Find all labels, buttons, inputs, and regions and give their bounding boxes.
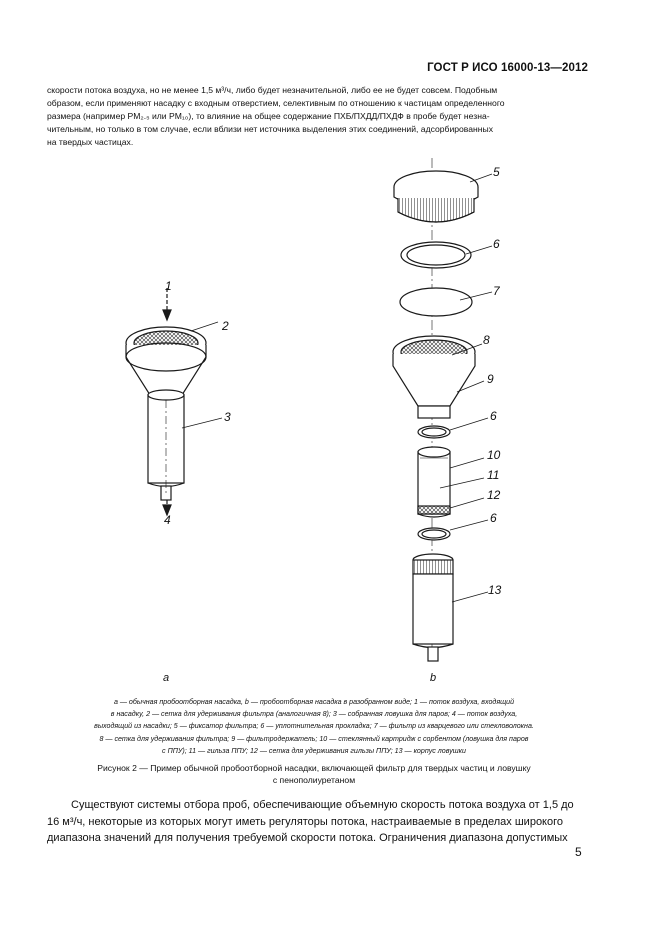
figure-title-line: Рисунок 2 — Пример обычной пробоотборной насадки, включающей фильтр для твердых частиц и ловушку: [97, 763, 531, 773]
label-2: 2: [222, 319, 229, 333]
legend-line: в насадку, 2 — сетка для удерживания фильтра (аналогичная 8); 3 — собранная ловушка для паров; 4 — поток воздуха,: [110, 710, 518, 719]
exploded-sampling-head: [393, 158, 492, 661]
label-12: 12: [487, 488, 501, 502]
body-line: 16 м³/ч, некоторые из которых могут иметь регуляторы потока, настраиваемые в пределах широкого: [47, 815, 564, 828]
panel-a-label: a: [163, 672, 170, 684]
label-9: 9: [487, 372, 494, 386]
label-6-middle: 6: [490, 409, 497, 423]
intro-line: скорости потока воздуха, но не менее 1,5 м³/ч, либо будет незначительной, либо ее не будет совсем. Подобным: [47, 85, 498, 95]
label-5: 5: [493, 165, 500, 179]
page-number: 5: [575, 845, 582, 859]
legend-line: выходящий из насадки; 5 — фиксатор фильтра; 6 — уплотнительная прокладка; 7 — фильтр из кварцевого или стекловолокна.: [94, 722, 534, 731]
label-3: 3: [224, 410, 231, 424]
label-8: 8: [483, 333, 490, 347]
intro-line: чительным, но только в том случае, если вблизи нет источника выделения этих соединений, адсорбированных: [47, 124, 494, 134]
intro-line: размера (например PM₂.₅ или PM₁₀), то влияние на общее содержание ПХБ/ПХДД/ПХДФ в пробе будет незна-: [47, 111, 490, 121]
label-1: 1: [165, 279, 172, 293]
document-code-header: ГОСТ Р ИСО 16000-13—2012: [427, 62, 588, 74]
intro-line: образом, если применяют насадку с входным отверстием, селективным по отношению к частицам определенного: [47, 98, 505, 108]
sampling-head-illustration: [0, 150, 661, 690]
label-10: 10: [487, 448, 501, 462]
legend-line: с ППУ); 11 — гильза ППУ; 12 — сетка для удерживания гильзы ППУ; 13 — корпус ловушки: [162, 746, 466, 755]
intro-paragraph: [47, 84, 588, 149]
legend-line: a — обычная пробоотборная насадка, b — пробоотборная насадка в разобранном виде; 1 — поток воздуха, входящий: [113, 698, 515, 706]
figure-title-line: с пенополиуретаном: [272, 775, 356, 785]
figure-title: [40, 762, 588, 786]
figure-legend: [40, 696, 588, 757]
body-line: диапазона значений для получения требуемой скорости потока. Ограничения диапазона допустимых: [47, 832, 568, 844]
label-7: 7: [493, 284, 500, 298]
body-line: Существуют системы отбора проб, обеспечивающие объемную скорость потока воздуха от 1,5 до: [71, 799, 574, 811]
label-11: 11: [487, 468, 500, 482]
label-6-top: 6: [493, 237, 500, 251]
label-4: 4: [164, 513, 171, 527]
label-13: 13: [488, 583, 502, 597]
intro-line: на твердых частицах.: [47, 137, 134, 147]
figure-2-drawing: [0, 150, 661, 690]
body-paragraph: [47, 797, 588, 847]
assembled-sampling-head: [126, 288, 222, 515]
panel-b-label: b: [430, 672, 437, 684]
label-6-bottom: 6: [490, 511, 497, 525]
legend-line: 8 — сетка для удерживания фильтра; 9 — фильтродержатель; 10 — стеклянный картридж с сорбентом (ловушка для паров: [99, 734, 529, 743]
